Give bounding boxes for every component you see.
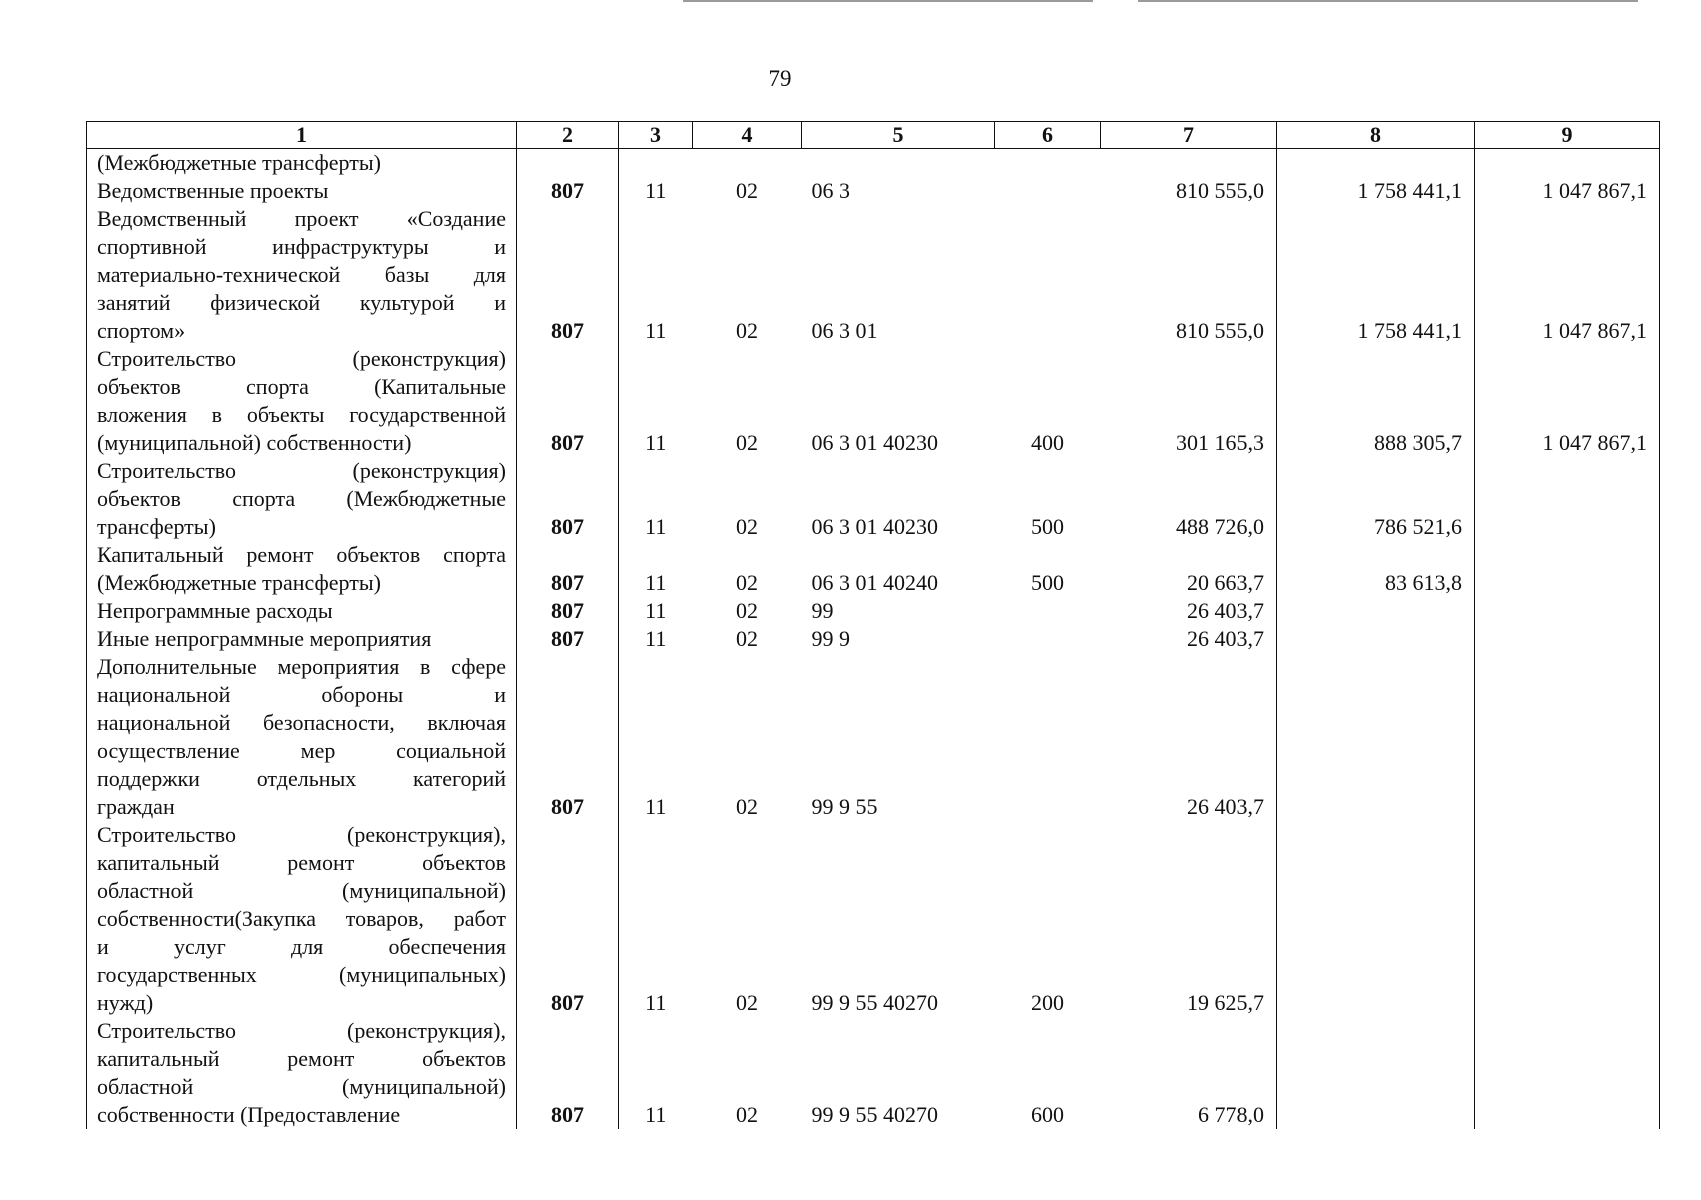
table-row (87, 177, 1660, 205)
table-row (87, 345, 1660, 457)
description-line: Строительство (реконструкция), (97, 822, 506, 847)
table-row (87, 1017, 1660, 1129)
description-line: осуществление мер социальной (97, 738, 506, 763)
razdel-code: 11 (645, 1102, 667, 1127)
table-row (87, 597, 1660, 625)
description-line: капитальный ремонт объектов (97, 850, 506, 875)
target-article-code: 99 9 55 40270 (811, 990, 938, 1015)
amount-year-3 (1475, 653, 1660, 821)
row-description (87, 345, 517, 457)
table-body (87, 149, 1660, 1130)
table-row (87, 457, 1660, 541)
amount-year-2 (1277, 625, 1475, 653)
table-row (87, 821, 1660, 1017)
razdel-code: 11 (645, 598, 667, 623)
target-article-code: 06 3 (811, 178, 850, 203)
expense-type-code (995, 149, 1101, 178)
target-article-code: 99 9 (811, 626, 850, 651)
description-line: вложения в объекты государственной (97, 402, 506, 427)
table-row (87, 149, 1660, 178)
vedomstvo-code: 807 (517, 821, 619, 1017)
row-description (87, 597, 517, 625)
description-line: спортом» (97, 318, 186, 343)
column-header: 7 (1101, 122, 1277, 149)
description-line: собственности (Предоставление (97, 1102, 401, 1127)
amount-year-3 (1475, 625, 1660, 653)
razdel-code: 11 (645, 990, 667, 1015)
podrazdel-code: 02 (736, 514, 758, 539)
amount-year-3 (1475, 597, 1660, 625)
expense-type-code: 200 (1031, 990, 1064, 1015)
razdel-code: 11 (645, 794, 667, 819)
podrazdel-code: 02 (736, 1102, 758, 1127)
amount-year-2: 83 613,8 (1277, 541, 1475, 597)
podrazdel-code: 02 (736, 990, 758, 1015)
amount-year-2 (1277, 653, 1475, 821)
description-line: Строительство (реконструкция), (97, 1018, 506, 1043)
amount-year-3 (1475, 541, 1660, 597)
amount-year-3: 1 047 867,1 (1475, 205, 1660, 345)
podrazdel-code (693, 149, 802, 178)
description-line: (Межбюджетные трансферты) (97, 570, 381, 595)
row-description (87, 149, 517, 178)
description-line: Капитальный ремонт объектов спорта (97, 542, 506, 567)
description-line: Иные непрограммные мероприятия (97, 626, 432, 651)
vedomstvo-code: 807 (517, 625, 619, 653)
expense-type-code: 500 (1031, 514, 1064, 539)
vedomstvo-code: 807 (517, 457, 619, 541)
amount-year-3 (1475, 457, 1660, 541)
amount-year-2 (1277, 1017, 1475, 1129)
razdel-code: 11 (645, 318, 667, 343)
description-line: Непрограммные расходы (97, 598, 333, 623)
amount-year-1: 810 555,0 (1101, 177, 1277, 205)
description-line: областной (муниципальной) (97, 878, 506, 903)
expense-type-code (995, 597, 1101, 625)
column-header: 3 (619, 122, 693, 149)
amount-year-1: 26 403,7 (1101, 625, 1277, 653)
column-header: 6 (995, 122, 1101, 149)
scan-edge-line (683, 0, 1093, 2)
target-article-code: 99 9 55 40270 (811, 1102, 938, 1127)
target-article-code (802, 149, 995, 178)
description-line: областной (муниципальной) (97, 1074, 506, 1099)
row-description (87, 653, 517, 821)
description-line: объектов спорта (Капитальные (97, 374, 506, 399)
vedomstvo-code: 807 (517, 205, 619, 345)
column-header: 9 (1475, 122, 1660, 149)
row-description (87, 821, 517, 1017)
vedomstvo-code: 807 (517, 597, 619, 625)
amount-year-2: 888 305,7 (1277, 345, 1475, 457)
row-description (87, 205, 517, 345)
table-row (87, 653, 1660, 821)
description-line: национальной безопасности, включая (97, 710, 506, 735)
description-line: нужд) (97, 990, 154, 1015)
amount-year-1: 20 663,7 (1101, 541, 1277, 597)
row-description (87, 457, 517, 541)
description-line: Строительство (реконструкция) (97, 458, 506, 483)
podrazdel-code: 02 (736, 626, 758, 651)
expense-type-code (995, 653, 1101, 821)
description-line: (муниципальной) собственности) (97, 430, 412, 455)
table-row (87, 205, 1660, 345)
vedomstvo-code (517, 149, 619, 178)
description-line: объектов спорта (Межбюджетные (97, 486, 506, 511)
amount-year-3: 1 047 867,1 (1475, 177, 1660, 205)
razdel-code (619, 149, 693, 178)
target-article-code: 06 3 01 40230 (811, 430, 938, 455)
description-line: национальной обороны и (97, 682, 506, 707)
amount-year-1: 488 726,0 (1101, 457, 1277, 541)
target-article-code: 99 9 55 (811, 794, 878, 819)
expense-type-code (995, 177, 1101, 205)
target-article-code: 06 3 01 40230 (811, 514, 938, 539)
podrazdel-code: 02 (736, 570, 758, 595)
amount-year-1: 19 625,7 (1101, 821, 1277, 1017)
target-article-code: 06 3 01 40240 (811, 570, 938, 595)
razdel-code: 11 (645, 178, 667, 203)
razdel-code: 11 (645, 626, 667, 651)
table-row (87, 541, 1660, 597)
row-description (87, 625, 517, 653)
description-line: Строительство (реконструкция) (97, 346, 506, 371)
amount-year-2: 1 758 441,1 (1277, 177, 1475, 205)
description-line: занятий физической культурой и (97, 290, 506, 315)
podrazdel-code: 02 (736, 598, 758, 623)
expense-type-code: 500 (1031, 570, 1064, 595)
amount-year-1: 26 403,7 (1101, 597, 1277, 625)
amount-year-1: 26 403,7 (1101, 653, 1277, 821)
amount-year-2 (1277, 821, 1475, 1017)
column-header: 4 (693, 122, 802, 149)
description-line: поддержки отдельных категорий (97, 766, 506, 791)
column-header: 1 (87, 122, 517, 149)
description-line: капитальный ремонт объектов (97, 1046, 506, 1071)
podrazdel-code: 02 (736, 794, 758, 819)
description-line: Ведомственный проект «Создание (97, 206, 506, 231)
amount-year-3 (1475, 1017, 1660, 1129)
description-line: трансферты) (97, 514, 216, 539)
vedomstvo-code: 807 (517, 1017, 619, 1129)
amount-year-2: 786 521,6 (1277, 457, 1475, 541)
scan-edge-line (1138, 0, 1638, 2)
vedomstvo-code: 807 (517, 345, 619, 457)
description-line: граждан (97, 794, 175, 819)
expense-type-code (995, 205, 1101, 345)
description-line: и услуг для обеспечения (97, 934, 506, 959)
expense-type-code (995, 625, 1101, 653)
description-line: материально-технической базы для (97, 262, 506, 287)
description-line: собственности(Закупка товаров, работ (97, 906, 506, 931)
column-number-row (87, 122, 1660, 149)
amount-year-3 (1475, 149, 1660, 178)
description-line: спортивной инфраструктуры и (97, 234, 506, 259)
vedomstvo-code: 807 (517, 541, 619, 597)
podrazdel-code: 02 (736, 318, 758, 343)
row-description (87, 1017, 517, 1129)
description-line: (Межбюджетные трансферты) (97, 150, 381, 175)
column-header: 2 (517, 122, 619, 149)
vedomstvo-code: 807 (517, 177, 619, 205)
description-line: Дополнительные мероприятия в сфере (97, 654, 506, 679)
razdel-code: 11 (645, 514, 667, 539)
amount-year-3 (1475, 821, 1660, 1017)
page-number: 79 (768, 66, 792, 91)
razdel-code: 11 (645, 570, 667, 595)
amount-year-1: 810 555,0 (1101, 205, 1277, 345)
amount-year-1 (1101, 149, 1277, 178)
razdel-code: 11 (645, 430, 667, 455)
amount-year-2 (1277, 149, 1475, 178)
expense-type-code: 600 (1031, 1102, 1064, 1127)
amount-year-2: 1 758 441,1 (1277, 205, 1475, 345)
amount-year-2 (1277, 597, 1475, 625)
amount-year-1: 6 778,0 (1101, 1017, 1277, 1129)
row-description (87, 177, 517, 205)
amount-year-3: 1 047 867,1 (1475, 345, 1660, 457)
amount-year-1: 301 165,3 (1101, 345, 1277, 457)
column-header: 8 (1277, 122, 1475, 149)
vedomstvo-code: 807 (517, 653, 619, 821)
column-header: 5 (802, 122, 995, 149)
description-line: государственных (муниципальных) (97, 962, 506, 987)
expense-type-code: 400 (1031, 430, 1064, 455)
podrazdel-code: 02 (736, 430, 758, 455)
table-row (87, 625, 1660, 653)
target-article-code: 06 3 01 (811, 318, 878, 343)
description-line: Ведомственные проекты (97, 178, 329, 203)
row-description (87, 541, 517, 597)
target-article-code: 99 (811, 598, 834, 623)
podrazdel-code: 02 (736, 178, 758, 203)
budget-table (86, 121, 1660, 1129)
